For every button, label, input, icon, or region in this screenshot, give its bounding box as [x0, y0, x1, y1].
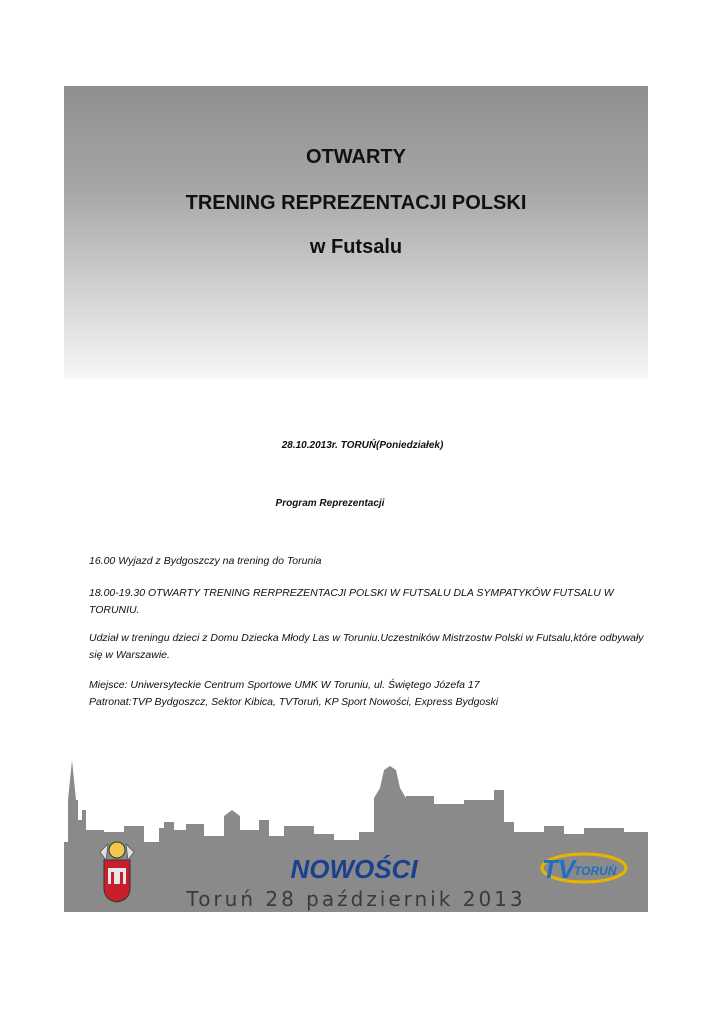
- location-and-patrons: [89, 677, 649, 711]
- headline-line-3: w Futsalu: [309, 236, 403, 258]
- nowosci-logo: [290, 854, 418, 884]
- headline-line-2: TRENING REPREZENTACJI POLSKI: [185, 192, 527, 214]
- program-title: Program Reprezentacji: [275, 498, 385, 509]
- program-item-departure: 16.00 Wyjazd z Bydgoszczy na trening do Torunia: [89, 555, 322, 567]
- patrons-text: Patronat:TVP Bydgoszcz, Sektor Kibica, TVToruń, KP Sport Nowości, Express Bydgoski: [89, 696, 499, 708]
- svg-text:TORUŃ: TORUŃ: [574, 864, 617, 878]
- location-text: Miejsce: Uniwersyteckie Centrum Sportowe UMK W Toruniu, ul. Świętego Józefa 17: [89, 679, 480, 691]
- program-item-training: 18.00-19.30 OTWARTY TRENING RERPREZENTACJI POLSKI W FUTSALU DLA SYMPATYKÓW FUTSALU W TORUNIU.: [89, 587, 614, 616]
- headline-line-1: OTWARTY: [306, 146, 406, 168]
- svg-text:NOWOŚCI: NOWOŚCI: [290, 854, 418, 884]
- torun-crest-icon: [100, 842, 134, 902]
- event-date: 28.10.2013r. TORUŃ(Poniedziałek): [281, 440, 444, 451]
- header-banner: [64, 86, 648, 379]
- program-item-participants: Udział w treningu dzieci z Domu Dziecka Młody Las w Toruniu.Uczestników Mistrzostw Polski w Futsalu,które odbywały się w Warszawie.: [89, 632, 644, 661]
- footer-banner: [64, 760, 648, 912]
- svg-text:TV: TV: [542, 854, 576, 884]
- footer-banner-text: Toruń 28 październik 2013: [186, 887, 526, 911]
- skyline-graphic: [64, 760, 648, 912]
